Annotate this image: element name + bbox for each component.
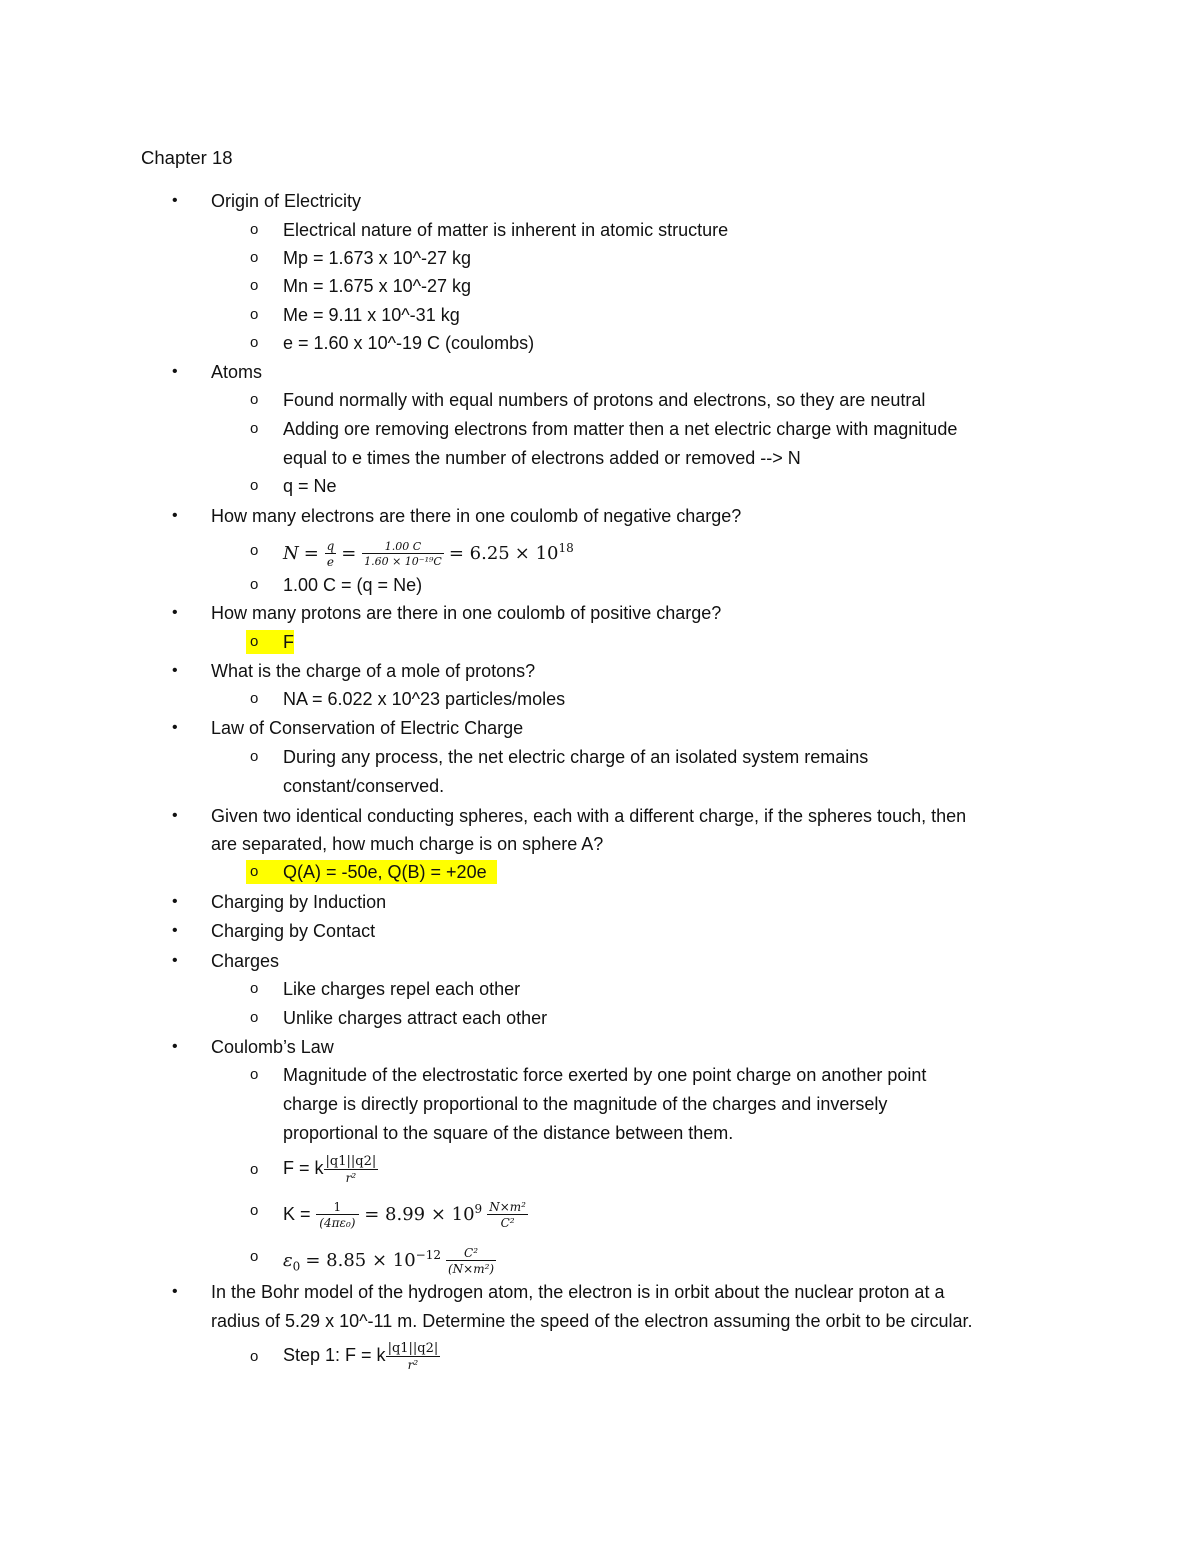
electron-count-equation: N = $\frac{q}{e}$ = $\frac{1.00 C}{\text{1.60 × 10⁻¹⁹C}}$ = $6.25 \times 10^{18}$ <box>283 539 574 570</box>
list-item: Electrical nature of matter is inherent in atomic structure <box>283 220 729 240</box>
sub-bullet: o <box>250 1161 259 1178</box>
bullet: • <box>172 507 178 524</box>
fraction-coulomb-over-e: $\frac{1.00 C}{\text{1.60 × 10⁻¹⁹C}}$ <box>364 540 442 569</box>
sub-bullet: o <box>250 306 259 323</box>
bullet: • <box>172 1038 178 1055</box>
list-item-continuation: equal to e times the number of electrons added or removed --> N <box>283 448 801 468</box>
list-item: Mn = 1.675 x 10^-27 kg <box>283 276 472 296</box>
sub-bullet: o <box>250 477 259 494</box>
fraction-force: $\frac{|q1||q2|}{\text{r²}}$ <box>387 1340 439 1372</box>
section-heading: Coulomb’s Law <box>211 1037 334 1057</box>
list-item: During any process, the net electric charge of an isolated system remains <box>283 747 869 767</box>
bullet: • <box>172 363 178 380</box>
section-heading: How many protons are there in one coulomb of positive charge? <box>211 603 722 623</box>
fraction-units: $\frac{\text{C²}}{\text{(N×m²)}}$ <box>448 1246 495 1277</box>
list-item: Me = 9.11 x 10^-31 kg <box>283 305 460 325</box>
section-heading: Atoms <box>211 362 263 382</box>
sub-bullet: o <box>250 690 259 707</box>
sub-bullet: o <box>250 277 259 294</box>
list-item: Adding ore removing electrons from matter then a net electric charge with magnitude <box>283 419 958 439</box>
list-item: Mp = 1.673 x 10^-27 kg <box>283 248 472 268</box>
coulomb-force-equation: F = k $\frac{|q1||q2|}{\text{r²}}$ <box>283 1153 377 1185</box>
list-item: 1.00 C = (q = Ne) <box>283 575 423 595</box>
list-item: NA = 6.022 x 10^23 particles/moles <box>283 689 566 709</box>
section-heading: In the Bohr model of the hydrogen atom, the electron is in orbit about the nuclear proton at a <box>211 1282 945 1302</box>
section-heading: Charging by Induction <box>211 892 387 912</box>
section-heading: Charges <box>211 951 280 971</box>
list-item: e = 1.60 x 10^-19 C (coulombs) <box>283 333 535 353</box>
sub-bullet: o <box>250 980 259 997</box>
fraction-force: $\frac{|q1||q2|}{\text{r²}}$ <box>325 1153 377 1185</box>
bullet: • <box>172 807 178 824</box>
bullet: • <box>172 893 178 910</box>
section-heading: Law of Conservation of Electric Charge <box>211 718 524 738</box>
list-item-continuation: charge is directly proportional to the magnitude of the charges and inversely <box>283 1094 888 1114</box>
section-heading-continuation: are separated, how much charge is on sphere A? <box>211 834 604 854</box>
sub-bullet: o <box>250 420 259 437</box>
bullet: • <box>172 952 178 969</box>
list-item: Unlike charges attract each other <box>283 1008 548 1028</box>
step-1-equation: Step 1: F = k $\frac{|q1||q2|}{\text{r²}}$ <box>283 1340 439 1372</box>
section-heading: How many electrons are there in one coulomb of negative charge? <box>211 506 742 526</box>
sub-bullet: o <box>250 542 259 559</box>
sub-bullet: o <box>250 1348 259 1365</box>
sub-bullet: o <box>250 1009 259 1026</box>
bullet: • <box>172 604 178 621</box>
list-item: Magnitude of the electrostatic force exerted by one point charge on another point <box>283 1065 927 1085</box>
sub-bullet: o <box>250 576 259 593</box>
list-item: Like charges repel each other <box>283 979 521 999</box>
bullet: • <box>172 719 178 736</box>
bullet: • <box>172 1283 178 1300</box>
sub-bullet: o <box>250 221 259 238</box>
sub-bullet: o <box>250 249 259 266</box>
coulomb-constant-equation: K = $\frac{1}{\text{(4πε₀)}}$ = $8.99 \times 10^9$ $\frac{\text{N×m²}}{\text{C²}}$ <box>283 1200 526 1231</box>
sub-bullet: o <box>250 1248 259 1265</box>
sub-bullet: o <box>250 863 259 880</box>
section-heading-continuation: radius of 5.29 x 10^-11 m. Determine the speed of the electron assuming the orbit to be circular. <box>211 1311 973 1331</box>
section-heading: Origin of Electricity <box>211 191 362 211</box>
list-item-continuation: constant/conserved. <box>283 776 445 796</box>
list-item-continuation: proportional to the square of the distance between them. <box>283 1123 734 1143</box>
highlighted-answer: Q(A) = -50e, Q(B) = +20e <box>283 862 487 882</box>
section-heading: Given two identical conducting spheres, each with a different charge, if the spheres touch, then <box>211 806 967 826</box>
list-item: Found normally with equal numbers of protons and electrons, so they are neutral <box>283 390 926 410</box>
bullet: • <box>172 662 178 679</box>
sub-bullet: o <box>250 334 259 351</box>
fraction-q-over-e: $\frac{q}{e}$ <box>326 539 335 570</box>
highlighted-answer: F <box>283 632 294 652</box>
sub-bullet: o <box>250 1066 259 1083</box>
fraction-units: $\frac{\text{N×m²}}{\text{C²}}$ <box>489 1200 526 1231</box>
sub-bullet: o <box>250 391 259 408</box>
permittivity-equation: $\varepsilon_0 = 8.85 \times 10^{-12}$ $\frac{\text{C²}}{\text{(N×m²)}}$ <box>283 1246 495 1277</box>
sub-bullet: o <box>250 633 259 650</box>
section-heading: What is the charge of a mole of protons? <box>211 661 536 681</box>
list-item: q = Ne <box>283 476 337 496</box>
page-title: Chapter 18 <box>141 147 233 168</box>
fraction-k: $\frac{1}{\text{(4πε₀)}}$ <box>316 1201 360 1229</box>
sub-bullet: o <box>250 748 259 765</box>
section-heading: Charging by Contact <box>211 921 376 941</box>
bullet: • <box>172 922 178 939</box>
sub-bullet: o <box>250 1202 259 1219</box>
bullet: • <box>172 192 178 209</box>
